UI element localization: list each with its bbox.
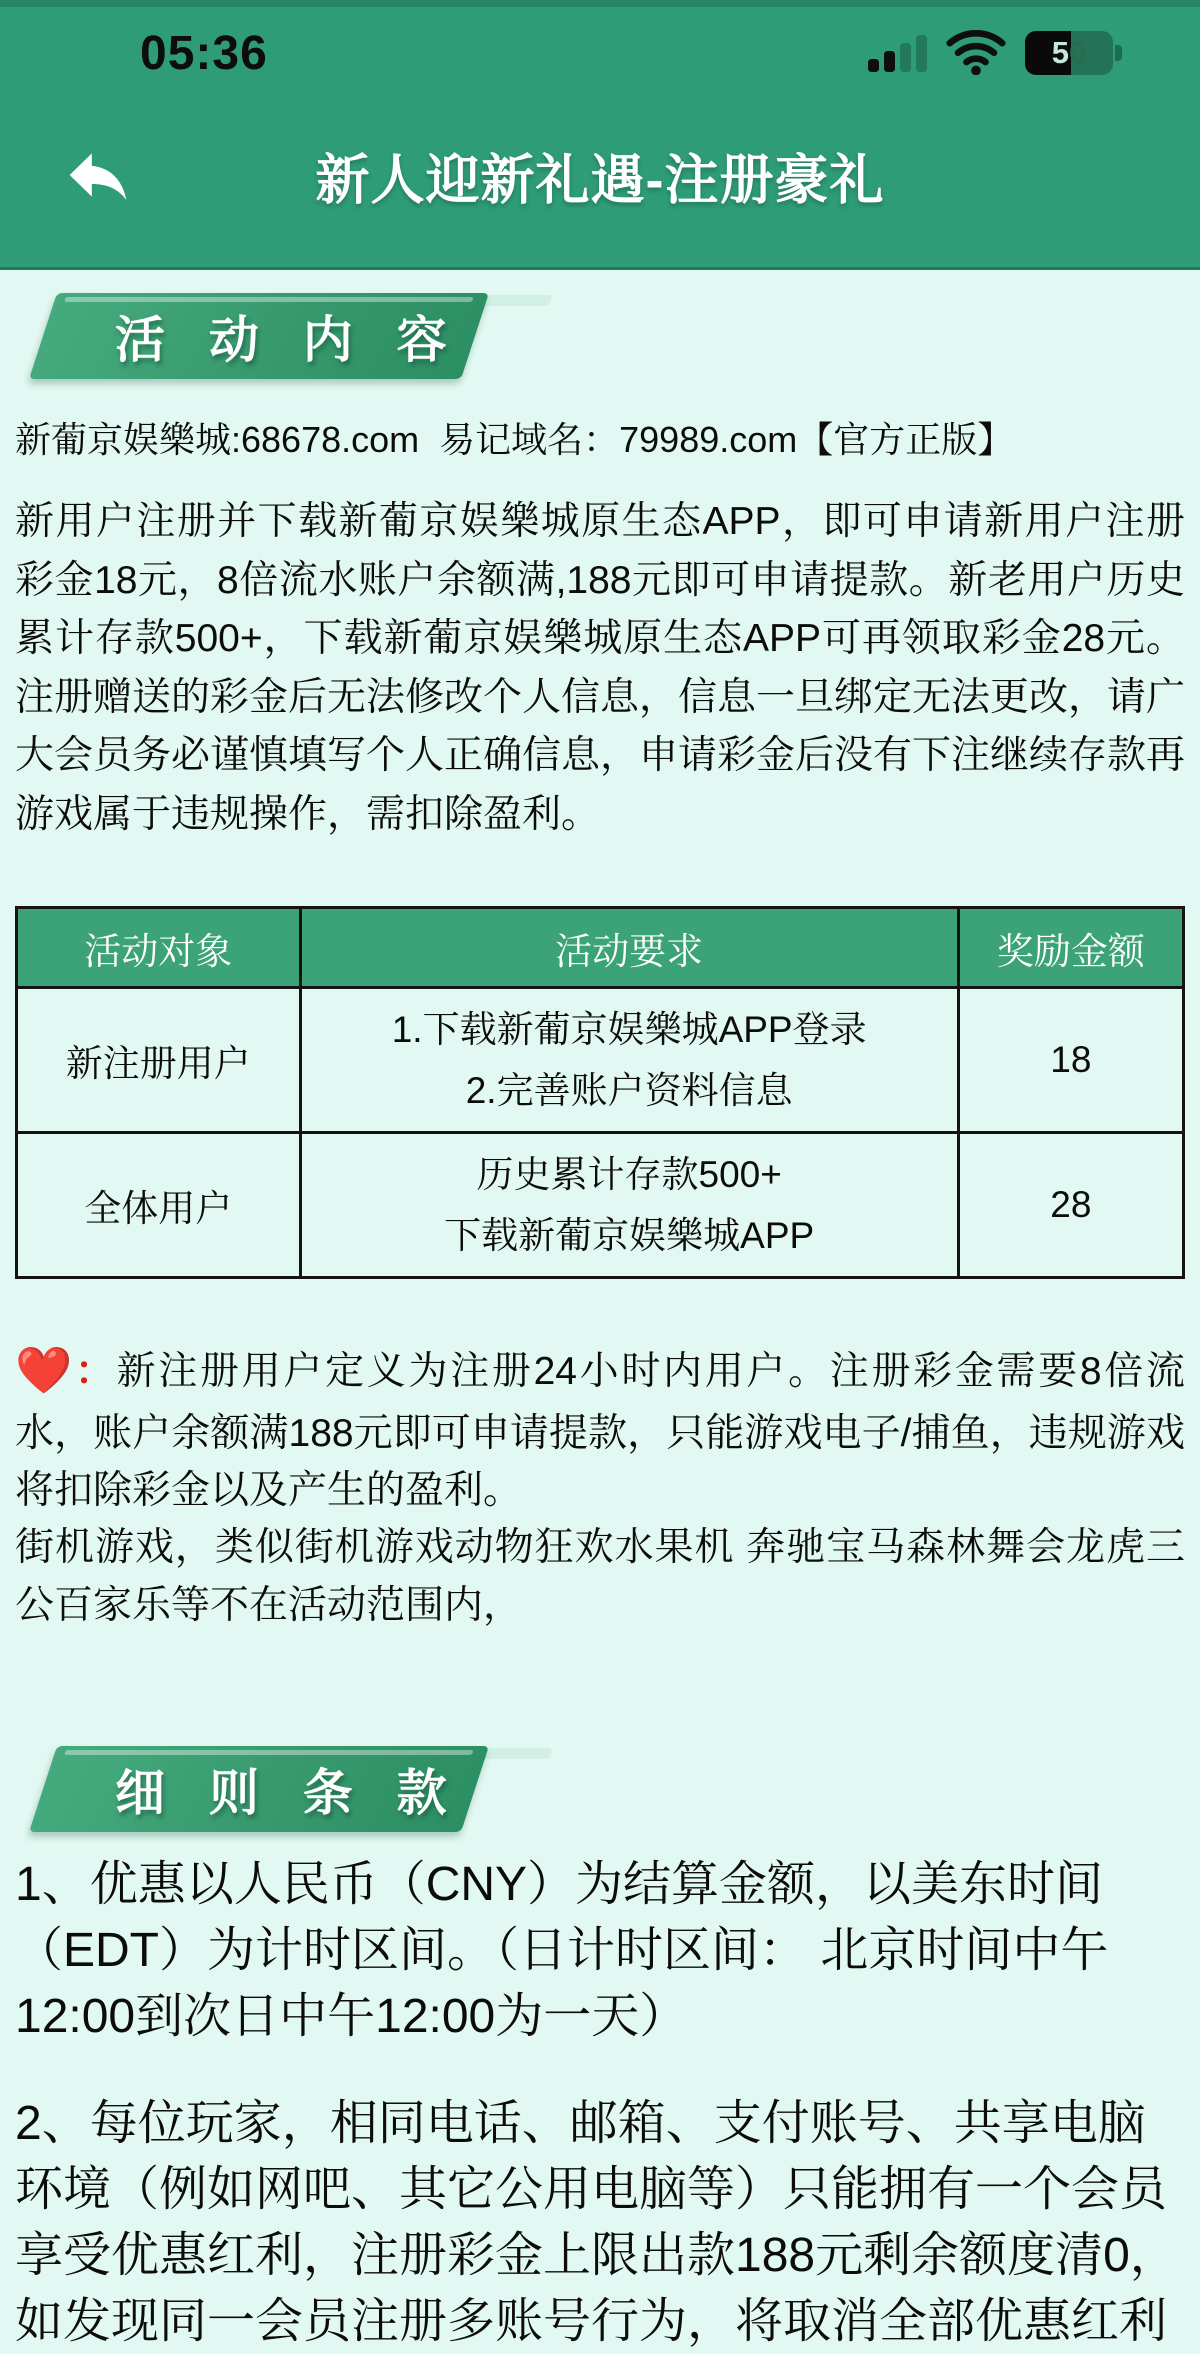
terms-banner-label: 细 则 条 款 [115,1765,462,1822]
activity-section-banner [43,293,475,379]
app-header [0,0,1200,270]
battery-icon [1025,31,1122,75]
term-item-1: 1、优惠以人民币（CNY）为结算金额，以美东时间（EDT）为计时区间。（日计时区间： 北京时间中午12:00到次日中午12:00为一天） [15,1858,1109,2043]
status-bar [0,0,1200,96]
table-row [17,1133,1184,1278]
battery-percent-tens: 5 [1051,35,1069,70]
col-header-target: 活动对象 [17,908,301,988]
clock: 05:36 [140,26,268,80]
reward-table [15,906,1185,1279]
requirement-line: 下载新葡京娱樂城APP [444,1215,815,1257]
col-header-requirement: 活动要求 [300,908,958,988]
note-text-1: 新注册用户定义为注册24小时内用户。注册彩金需要8倍流水，账户余额满188元即可申请提款，只能游戏电子/捕鱼，违规游戏将扣除彩金以及产生的盈利。 [15,1350,1185,1513]
cell-requirements [300,988,958,1133]
requirement-line: 历史累计存款500+ [476,1154,782,1196]
cellular-signal-icon [868,34,927,72]
requirement-line: 2.完善账户资料信息 [465,1070,793,1112]
table-header-row [17,908,1184,988]
activity-banner-label: 活 动 内 容 [115,312,462,368]
table-row [17,988,1184,1133]
cell-amount: 18 [958,988,1183,1133]
term-item-2: 2、每位玩家，相同电话、邮箱、支付账号、共享电脑环境（例如网吧、其它公用电脑等）只能拥有一个会员享受优惠红利，注册彩金上限出款188元剩余额度清0，如发现同一会员注册多账号行为，将取消全部优惠红利 [15,2097,1178,2348]
activity-description: 新用户注册并下载新葡京娱樂城原生态APP，即可申请新用户注册彩金18元，8倍流水账户余额满,188元即可申请提款。新老用户历史累计存款500+，下载新葡京娱樂城原生态APP可再领取彩金28元。注册赠送的彩金后无法修改个人信息，信息一旦绑定无法更改，请广大会员务必谨慎填写个人正确信息，申请彩金后没有下注继续存款再游戏属于违规操作，需扣除盈利。 [15,500,1186,836]
terms-section-banner [43,1746,475,1832]
status-icons [868,27,1122,80]
battery-percent-ones: 0 [1069,35,1087,70]
note-line-1 [15,1337,1185,1519]
note-text-2: 街机游戏，类似街机游戏动物狂欢水果机 奔驰宝马森林舞会龙虎三公百家乐等不在活动范围内， [15,1526,1185,1627]
note-colon: ： [74,1350,117,1394]
nav-bar [0,96,1200,270]
cell-target: 新注册用户 [17,988,301,1133]
cell-target: 全体用户 [17,1133,301,1278]
red-heart-icon: ❤️ [15,1344,75,1397]
official-domain-line: 新葡京娱樂城:68678.com 易记域名：79989.com【官方正版】 [15,419,1014,460]
requirement-line: 1.下载新葡京娱樂城APP登录 [391,1009,867,1050]
page-title: 新人迎新礼遇-注册豪礼 [315,150,885,211]
cell-requirements [300,1133,958,1278]
important-note [15,1337,1185,1634]
cell-amount: 28 [958,1133,1183,1278]
col-header-amount: 奖励金额 [958,908,1183,988]
promo-content [0,293,1200,2354]
wifi-icon [945,27,1007,80]
